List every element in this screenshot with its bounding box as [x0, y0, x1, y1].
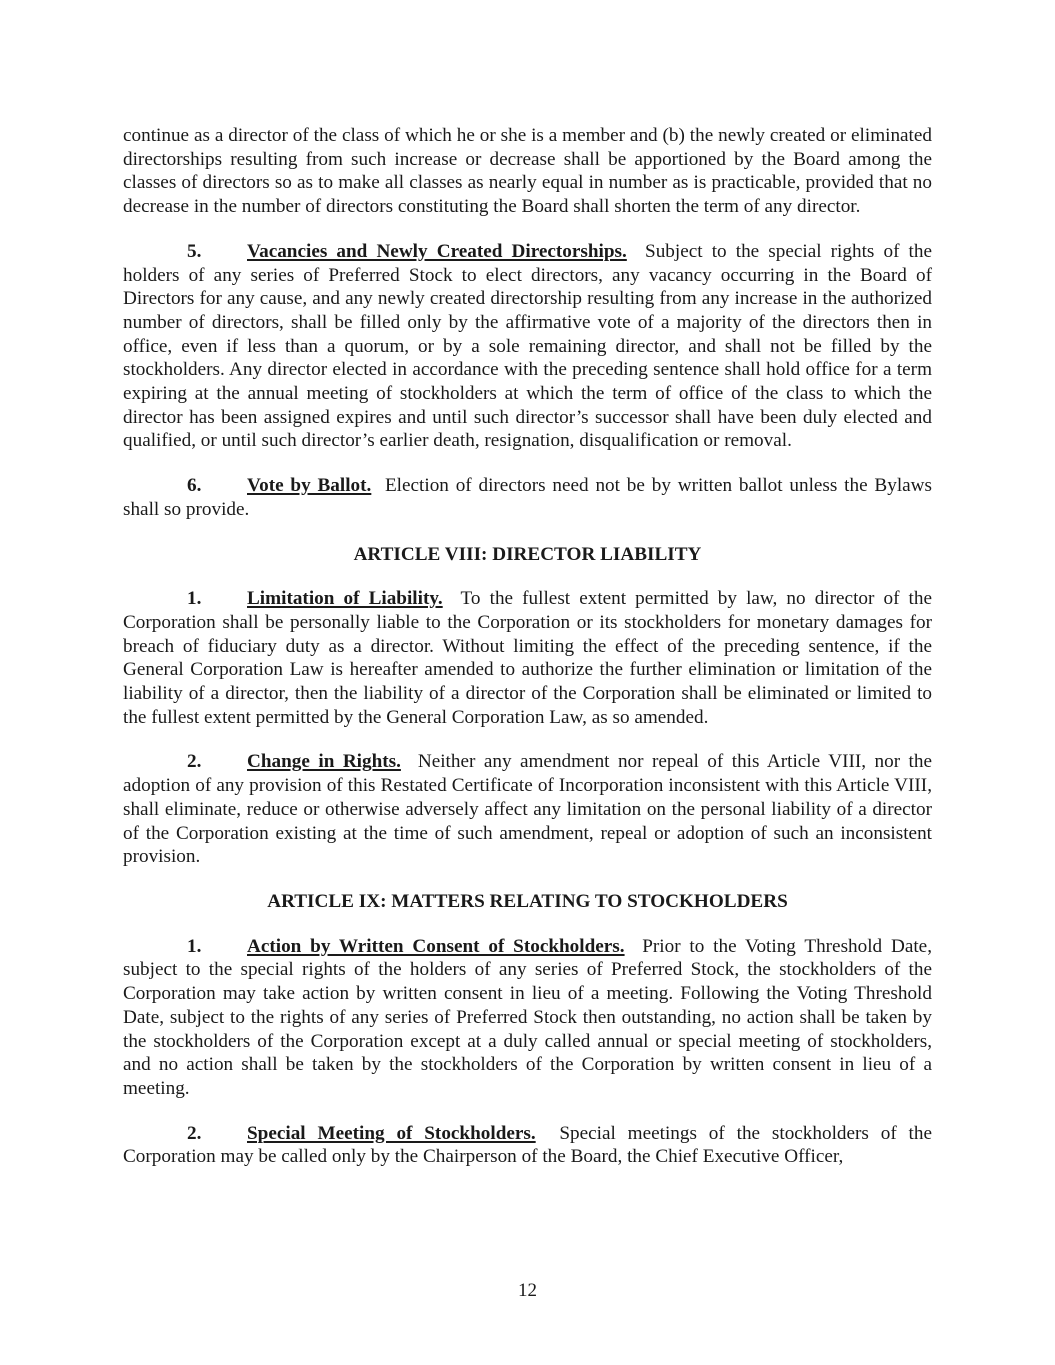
page-number: 12 — [518, 1280, 537, 1301]
document-page — [123, 124, 932, 1169]
continuation-paragraph: continue as a director of the class of which he or she is a member and (b) the newly created or eliminated directorships resulting from such increase or decrease shall be apportioned by the Board among the classes of directors so as to make all classes as nearly equal in number as is practicable, provided that no decrease in the number of directors constituting the Board shall shorten the term of any director. — [123, 125, 932, 218]
section-heading: Limitation of Liability. — [247, 588, 443, 610]
section-number: 2. — [187, 1122, 202, 1144]
section-number: 1. — [187, 935, 202, 957]
section-heading: Change in Rights. — [247, 751, 401, 773]
section-body: To the fullest extent permitted by law, no director of the Corporation shall be personally liable to the Corporation or its stockholders for monetary damages for breach of fiduciary duty as a director. Without limiting the effect of the preceding sentence, if the General Corporation Law is hereafter amended to authorize the further elimination or limitation of the liability of a director, then the liability of a director of the Corporation shall be eliminated or limited to the fullest extent permitted by the General Corporation Law, as so amended. — [123, 588, 932, 728]
section-body: Special meetings of the stockholders of the Corporation may be called only by the Chairperson of the Board, the Chief Executive Officer, — [123, 1122, 932, 1168]
article-ix-section-1-paragraph — [123, 935, 932, 1101]
section-heading: Vacancies and Newly Created Directorships. — [247, 240, 627, 262]
section-heading: Action by Written Consent of Stockholders. — [247, 935, 625, 957]
article-ix-title: ARTICLE IX: MATTERS RELATING TO STOCKHOLDERS — [267, 890, 788, 912]
section-heading: Special Meeting of Stockholders. — [247, 1122, 536, 1144]
section-body: Subject to the special rights of the holders of any series of Preferred Stock to elect directors, any vacancy occurring in the Board of Directors for any cause, and any newly created directorship resulting from any increase in the authorized number of directors, shall be filled only by the affirmative vote of a majority of the directors then in office, even if less than a quorum, or by a sole remaining director, and shall not be filled by the stockholders. Any director elected in accordance with the preceding sentence shall hold office for a term expiring at the annual meeting of stockholders at which the term of office of the class to which the director has been assigned expires and until such director’s successor shall have been duly elected and qualified, or until such director’s earlier death, resignation, disqualification or removal. — [123, 240, 933, 452]
section-body: Neither any amendment nor repeal of this Article VIII, nor the adoption of any provision of this Restated Certificate of Incorporation inconsistent with this Article VIII, shall eliminate, reduce or otherwise adversely affect any limitation on the personal liability of a director of the Corporation existing at the time of such amendment, repeal or adoption of such an inconsistent provision. — [123, 751, 932, 868]
section-5-paragraph — [123, 240, 932, 453]
article-viii-section-2-paragraph — [123, 750, 932, 869]
article-viii-section-1-paragraph — [123, 587, 932, 729]
section-heading: Vote by Ballot. — [247, 475, 372, 497]
section-number: 1. — [187, 588, 202, 610]
article-viii-title: ARTICLE VIII: DIRECTOR LIABILITY — [353, 543, 702, 565]
section-body: Election of directors need not be by written ballot unless the Bylaws shall so provide. — [123, 475, 932, 520]
section-number: 5. — [187, 240, 202, 262]
article-ix-section-2-paragraph — [123, 1122, 932, 1169]
section-body: Prior to the Voting Threshold Date, subject to the special rights of the holders of any series of Preferred Stock, the stockholders of the Corporation may take action by written consent in lieu of a meeting. Following the Voting Threshold Date, subject to the rights of any series of Preferred Stock then outstanding, no action shall be taken by the stockholders of the Corporation except at a duly called annual or special meeting of stockholders, and no action shall be taken by the stockholders of the Corporation by written consent in lieu of a meeting. — [123, 935, 932, 1099]
section-number: 6. — [187, 475, 202, 497]
section-6-paragraph — [123, 474, 932, 521]
section-number: 2. — [187, 751, 202, 773]
